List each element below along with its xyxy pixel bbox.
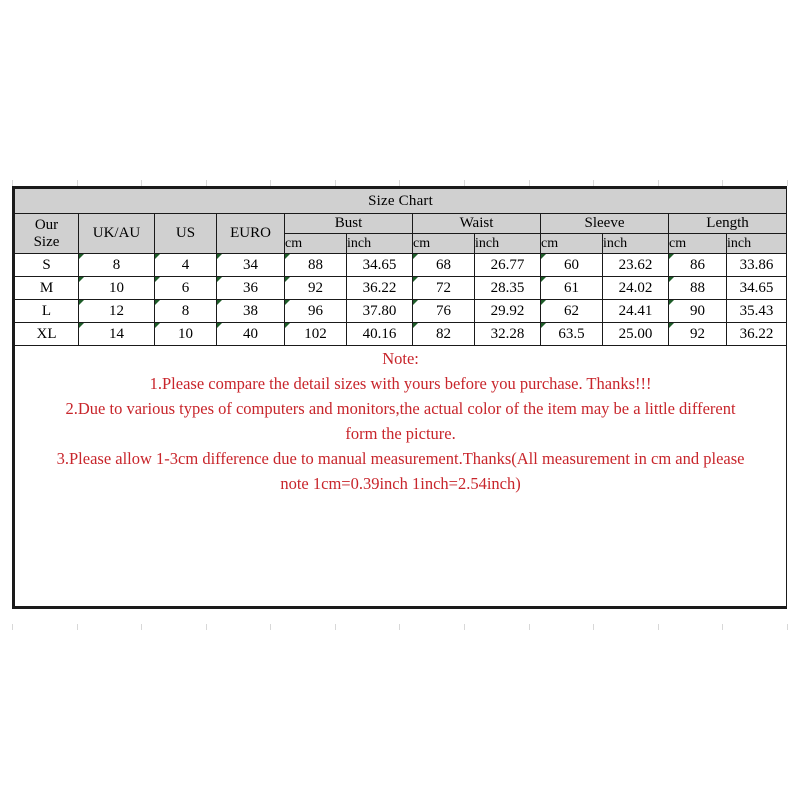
- column-group-header-bust: Bust: [285, 214, 413, 234]
- table-row: [15, 277, 787, 300]
- note-line-2: 2.Due to various types of computers and monitors,the actual color of the item may be a little different: [65, 399, 736, 419]
- our-size-label-line2: Size: [33, 233, 60, 250]
- cell-size: M: [15, 277, 79, 300]
- column-header-length-cm: cm: [669, 234, 727, 254]
- cell-us: 10: [155, 323, 217, 346]
- cell-euro: 34: [217, 254, 285, 277]
- column-header-uk-au: UK/AU: [79, 214, 155, 254]
- column-header-length-inch: inch: [727, 234, 787, 254]
- cell-length-inch: 33.86: [727, 254, 787, 277]
- cell-sleeve-cm: 60: [541, 254, 603, 277]
- cell-us: 8: [155, 300, 217, 323]
- cell-waist-cm: 82: [413, 323, 475, 346]
- cell-bust-inch: 36.22: [347, 277, 413, 300]
- cell-size: XL: [15, 323, 79, 346]
- column-tick-rail-bottom: [12, 624, 788, 630]
- cell-sleeve-inch: 25.00: [603, 323, 669, 346]
- cell-length-inch: 36.22: [727, 323, 787, 346]
- cell-waist-inch: 26.77: [475, 254, 541, 277]
- column-header-waist-inch: inch: [475, 234, 541, 254]
- cell-bust-cm: 102: [285, 323, 347, 346]
- table-row: [15, 300, 787, 323]
- cell-sleeve-inch: 24.02: [603, 277, 669, 300]
- cell-bust-cm: 96: [285, 300, 347, 323]
- note-line-3: form the picture.: [345, 424, 456, 444]
- cell-length-cm: 86: [669, 254, 727, 277]
- cell-bust-inch: 37.80: [347, 300, 413, 323]
- cell-waist-cm: 72: [413, 277, 475, 300]
- column-header-sleeve-inch: inch: [603, 234, 669, 254]
- column-header-bust-cm: cm: [285, 234, 347, 254]
- cell-length-cm: 88: [669, 277, 727, 300]
- our-size-label-line1: Our: [34, 217, 59, 234]
- column-group-header-waist: Waist: [413, 214, 541, 234]
- cell-bust-inch: 40.16: [347, 323, 413, 346]
- table-row: [15, 323, 787, 346]
- size-chart-sheet: [12, 186, 787, 609]
- cell-bust-cm: 88: [285, 254, 347, 277]
- note-line-5: note 1cm=0.39inch 1inch=2.54inch): [280, 474, 521, 494]
- note-line-1: 1.Please compare the detail sizes with yours before you purchase. Thanks!!!: [149, 374, 652, 394]
- size-chart-table: [14, 188, 787, 607]
- cell-waist-cm: 68: [413, 254, 475, 277]
- cell-euro: 40: [217, 323, 285, 346]
- cell-bust-cm: 92: [285, 277, 347, 300]
- cell-length-inch: 35.43: [727, 300, 787, 323]
- note-heading: Note:: [382, 349, 419, 368]
- cell-us: 4: [155, 254, 217, 277]
- note-row: [15, 346, 787, 607]
- cell-sleeve-inch: 24.41: [603, 300, 669, 323]
- column-header-our-size: [15, 214, 79, 254]
- table-header-group-row: [15, 214, 787, 234]
- column-header-us: US: [155, 214, 217, 254]
- cell-sleeve-cm: 63.5: [541, 323, 603, 346]
- cell-waist-inch: 29.92: [475, 300, 541, 323]
- cell-sleeve-cm: 62: [541, 300, 603, 323]
- cell-length-cm: 92: [669, 323, 727, 346]
- column-group-header-sleeve: Sleeve: [541, 214, 669, 234]
- cell-waist-cm: 76: [413, 300, 475, 323]
- cell-waist-inch: 32.28: [475, 323, 541, 346]
- cell-uk-au: 8: [79, 254, 155, 277]
- cell-uk-au: 10: [79, 277, 155, 300]
- cell-size: S: [15, 254, 79, 277]
- cell-sleeve-cm: 61: [541, 277, 603, 300]
- page-title: Size Chart: [15, 189, 787, 214]
- cell-waist-inch: 28.35: [475, 277, 541, 300]
- cell-size: L: [15, 300, 79, 323]
- cell-bust-inch: 34.65: [347, 254, 413, 277]
- column-header-euro: EURO: [217, 214, 285, 254]
- cell-uk-au: 12: [79, 300, 155, 323]
- cell-euro: 38: [217, 300, 285, 323]
- cell-us: 6: [155, 277, 217, 300]
- cell-euro: 36: [217, 277, 285, 300]
- column-header-sleeve-cm: cm: [541, 234, 603, 254]
- cell-length-cm: 90: [669, 300, 727, 323]
- cell-uk-au: 14: [79, 323, 155, 346]
- note-line-4: 3.Please allow 1-3cm difference due to manual measurement.Thanks(All measurement in cm and please: [56, 449, 745, 469]
- table-row: [15, 254, 787, 277]
- cell-length-inch: 34.65: [727, 277, 787, 300]
- table-title-row: [15, 189, 787, 214]
- note-block: [15, 346, 787, 607]
- column-group-header-length: Length: [669, 214, 787, 234]
- column-header-bust-inch: inch: [347, 234, 413, 254]
- cell-sleeve-inch: 23.62: [603, 254, 669, 277]
- column-header-waist-cm: cm: [413, 234, 475, 254]
